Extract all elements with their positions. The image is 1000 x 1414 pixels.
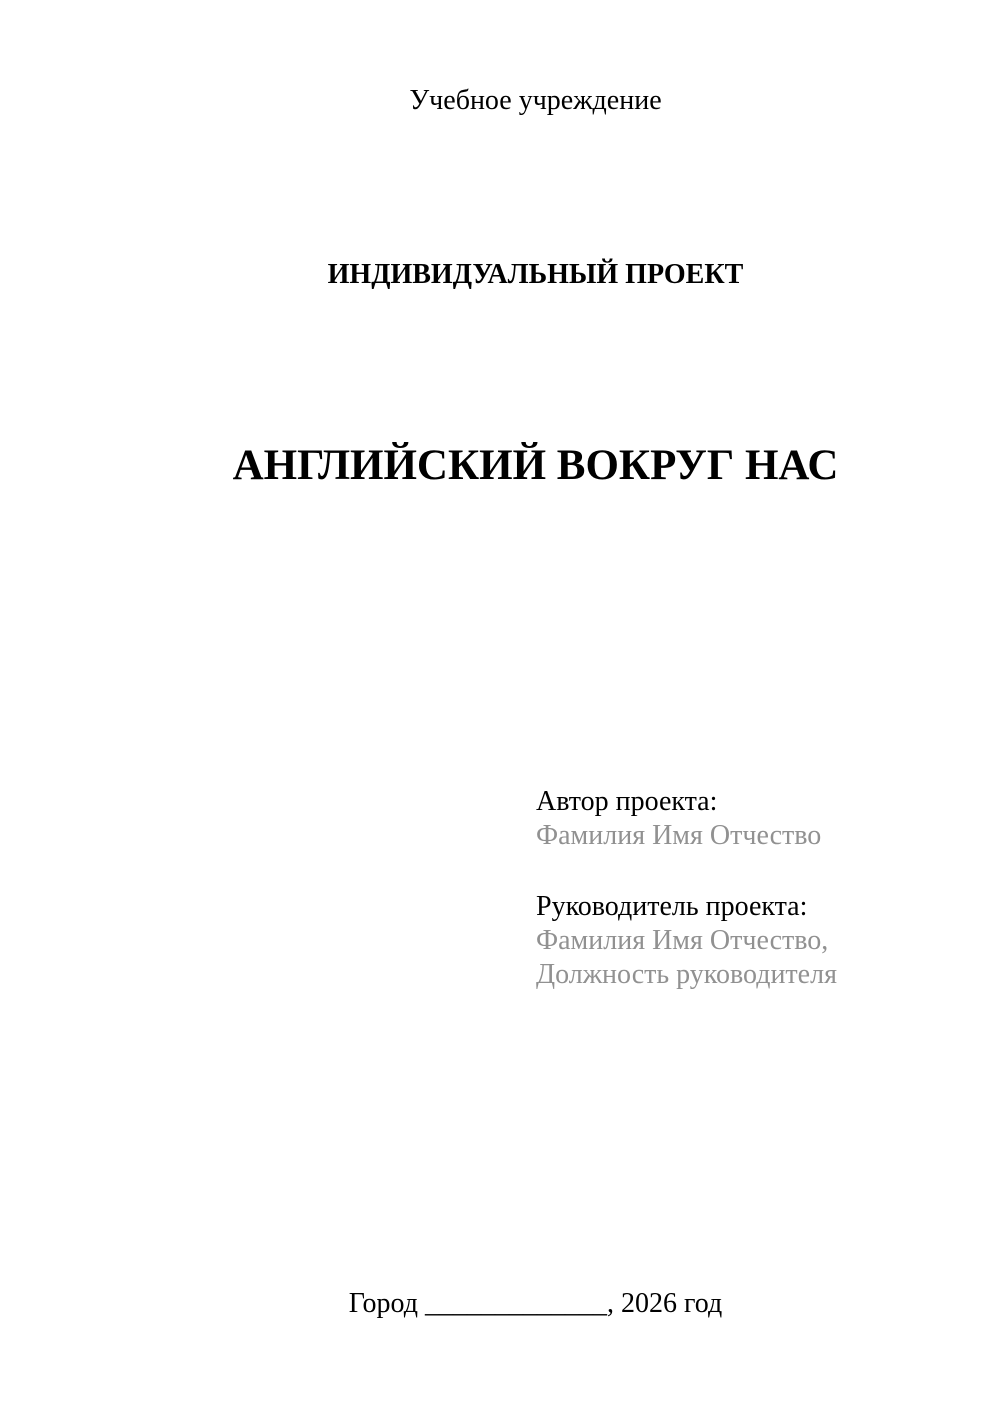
institution-line: Учебное учреждение (409, 85, 662, 116)
supervisor-position-placeholder: Должность руководителя (536, 959, 837, 990)
supervisor-section (536, 890, 837, 992)
author-label: Автор проекта: (536, 786, 718, 817)
supervisor-label: Руководитель проекта: (536, 891, 808, 922)
city-year-line: Город _____________, 2026 год (348, 1288, 723, 1319)
author-section (536, 785, 821, 853)
project-type-heading: ИНДИВИДУАЛЬНЫЙ ПРОЕКТ (327, 259, 744, 290)
project-title: АНГЛИЙСКИЙ ВОКРУГ НАС (232, 442, 839, 489)
supervisor-name-placeholder: Фамилия Имя Отчество, (536, 925, 829, 956)
author-name-placeholder: Фамилия Имя Отчество (536, 820, 822, 851)
